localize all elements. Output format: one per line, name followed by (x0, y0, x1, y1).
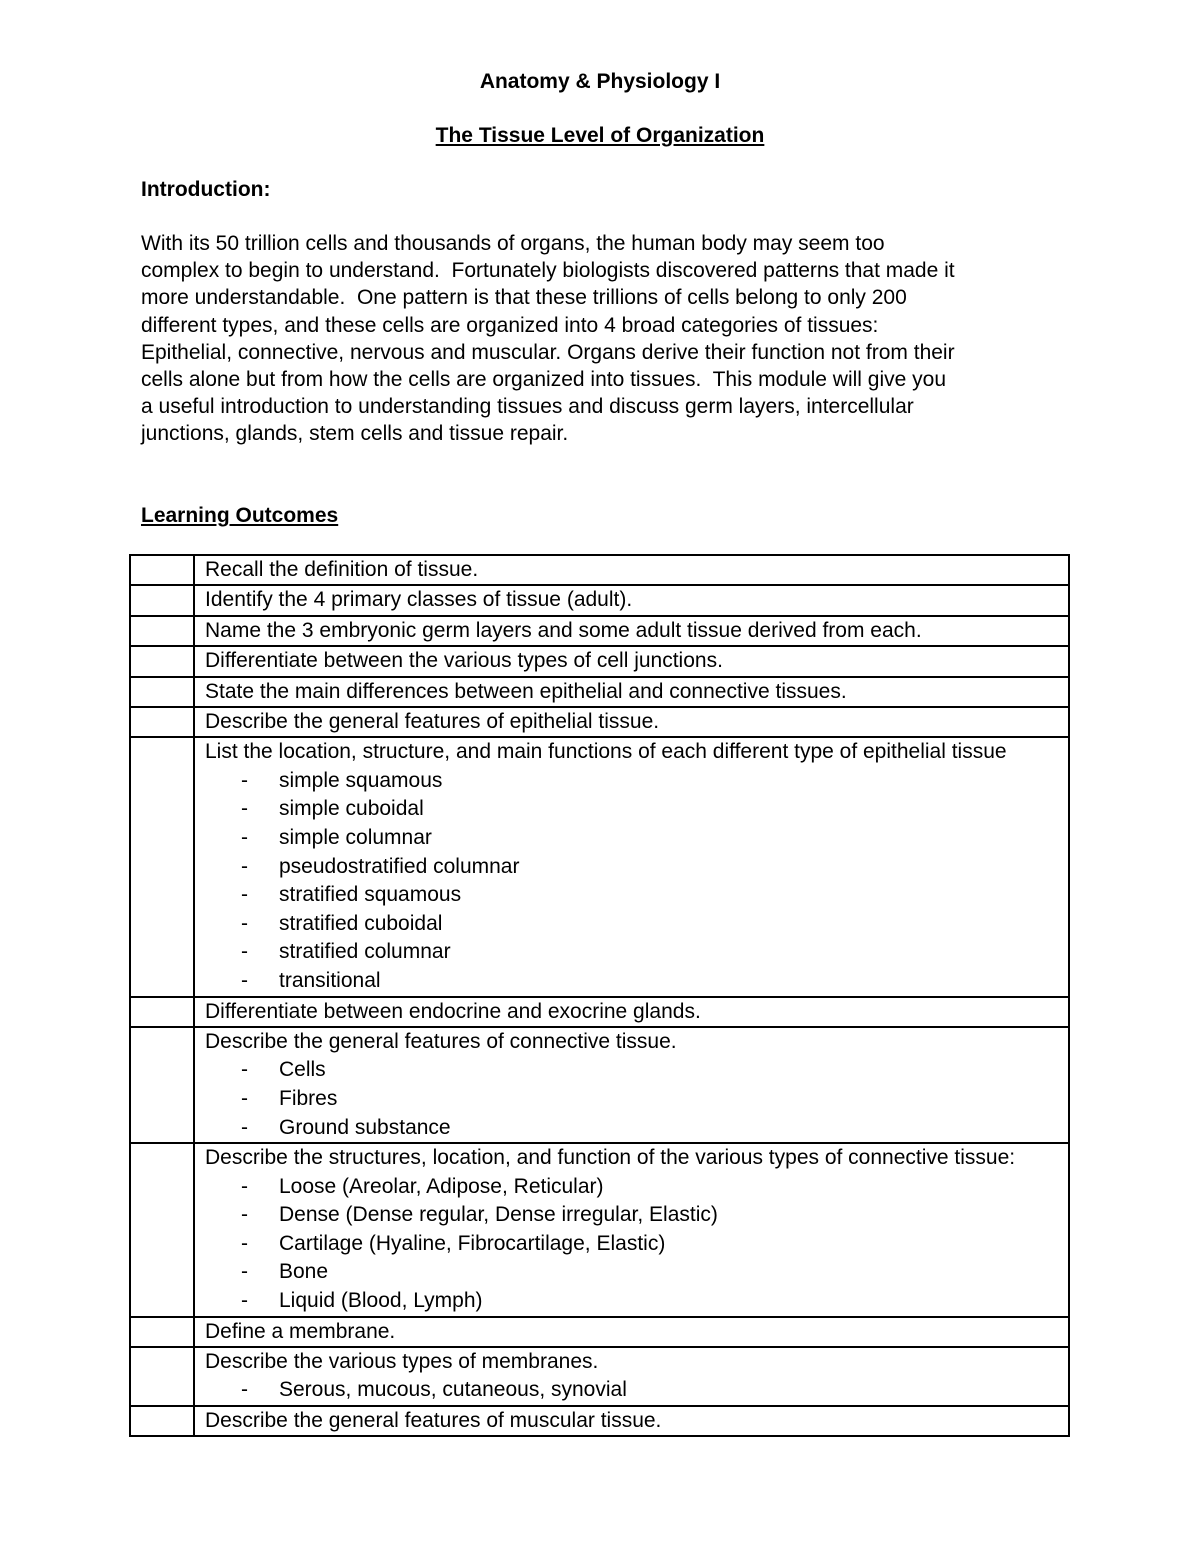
introduction-line: junctions, glands, stem cells and tissue repair. (141, 422, 569, 446)
outcome-text: Differentiate between the various types of cell junctions. (205, 649, 723, 673)
outcome-sub-item (205, 1230, 1068, 1259)
introduction-paragraph (141, 230, 1071, 448)
outcome-text-cell (194, 707, 1069, 737)
outcome-checkbox-cell[interactable] (130, 1027, 194, 1143)
outcome-text: Differentiate between endocrine and exocrine glands. (205, 999, 701, 1023)
outcome-row (130, 1027, 1069, 1143)
outcome-sub-item-text: stratified columnar (279, 940, 451, 964)
introduction-line: complex to begin to understand. Fortunately biologists discovered patterns that made it (141, 259, 955, 283)
bullet-dash: - (241, 1378, 248, 1402)
outcome-text: Describe the general features of connective tissue. (205, 1030, 677, 1053)
outcome-text-cell (194, 997, 1069, 1027)
bullet-dash: - (241, 797, 248, 821)
outcome-checkbox-cell[interactable] (130, 1347, 194, 1406)
outcome-checkbox-cell[interactable] (130, 737, 194, 996)
introduction-line: more understandable. One pattern is that these trillions of cells belong to only 200 (141, 286, 907, 310)
outcome-checkbox-cell[interactable] (130, 707, 194, 737)
outcome-text-cell (194, 737, 1069, 996)
outcome-text-cell (194, 677, 1069, 707)
outcome-text: Describe the various types of membranes. (205, 1349, 599, 1373)
outcome-checkbox-cell[interactable] (130, 616, 194, 646)
bullet-dash: - (241, 1087, 248, 1110)
bullet-dash: - (241, 1058, 248, 1082)
outcome-sub-item-text: Cartilage (Hyaline, Fibrocartilage, Elastic) (279, 1231, 666, 1255)
bullet-dash: - (241, 1115, 248, 1139)
outcome-row (130, 1317, 1069, 1347)
outcome-row (130, 1347, 1069, 1406)
outcome-text-cell (194, 1347, 1069, 1406)
outcome-text: Describe the general features of muscular tissue. (205, 1408, 662, 1432)
introduction-line: different types, and these cells are organized into 4 broad categories of tissues: (141, 313, 879, 337)
module-title: The Tissue Level of Organization (435, 124, 765, 147)
outcome-sub-item (205, 967, 1068, 996)
outcome-sub-item-text: simple cuboidal (279, 797, 424, 821)
outcome-sub-item (205, 1287, 1068, 1316)
course-title: Anatomy & Physiology I (479, 70, 721, 93)
outcome-sub-item-text: simple squamous (279, 768, 443, 792)
outcome-sub-item (205, 767, 1068, 796)
outcome-sub-item (205, 1258, 1068, 1287)
bullet-dash: - (241, 826, 248, 850)
bullet-dash: - (241, 854, 248, 878)
introduction-line: With its 50 trillion cells and thousands of organs, the human body may seem too (141, 232, 885, 255)
bullet-dash: - (241, 1203, 248, 1227)
learning-outcomes-heading: Learning Outcomes (141, 504, 339, 527)
outcome-sub-item-text: Fibres (279, 1087, 338, 1110)
outcome-text-cell (194, 616, 1069, 646)
bullet-dash: - (241, 1288, 248, 1312)
outcome-sub-item-text: Bone (279, 1260, 329, 1284)
outcome-row (130, 1143, 1069, 1316)
learning-outcomes-body (130, 555, 1069, 1436)
outcome-checkbox-cell[interactable] (130, 585, 194, 615)
outcome-row (130, 616, 1069, 646)
outcome-text-cell (194, 1317, 1069, 1347)
outcome-sub-item-text: Loose (Areolar, Adipose, Reticular) (279, 1174, 604, 1198)
outcome-sub-item (205, 795, 1068, 824)
outcome-sub-item-text: Liquid (Blood, Lymph) (279, 1288, 483, 1312)
outcome-row (130, 677, 1069, 707)
outcome-sub-item-text: Serous, mucous, cutaneous, synovial (279, 1378, 627, 1402)
bullet-dash: - (241, 1231, 248, 1255)
outcome-sub-item (205, 910, 1068, 939)
outcome-sub-item (205, 1114, 1068, 1143)
outcome-text-cell (194, 1027, 1069, 1143)
bullet-dash: - (241, 1174, 248, 1198)
outcome-sub-item (205, 824, 1068, 853)
outcome-row (130, 737, 1069, 996)
outcome-text: Recall the definition of tissue. (205, 558, 479, 581)
outcome-sub-item (205, 938, 1068, 967)
outcome-row (130, 707, 1069, 737)
outcome-sub-item-text: Ground substance (279, 1115, 451, 1139)
outcome-checkbox-cell[interactable] (130, 646, 194, 676)
bullet-dash: - (241, 768, 248, 792)
bullet-dash: - (241, 911, 248, 935)
outcome-checkbox-cell[interactable] (130, 1317, 194, 1347)
outcome-sub-item (205, 1173, 1068, 1202)
bullet-dash: - (241, 1260, 248, 1284)
outcome-row (130, 555, 1069, 585)
outcome-row (130, 646, 1069, 676)
outcome-sub-item (205, 1201, 1068, 1230)
outcome-sub-item (205, 1056, 1068, 1085)
outcome-sub-item-text: stratified cuboidal (279, 911, 443, 935)
outcome-checkbox-cell[interactable] (130, 1406, 194, 1436)
introduction-heading: Introduction: (141, 178, 271, 201)
outcome-text: Describe the structures, location, and function of the various types of connective tissue: (205, 1146, 1016, 1170)
outcome-sub-item (205, 881, 1068, 910)
outcome-text: Identify the 4 primary classes of tissue (adult). (205, 588, 633, 612)
outcome-text-cell (194, 1406, 1069, 1436)
outcome-checkbox-cell[interactable] (130, 997, 194, 1027)
outcome-checkbox-cell[interactable] (130, 677, 194, 707)
outcome-text-cell (194, 555, 1069, 585)
bullet-dash: - (241, 883, 248, 907)
outcome-sub-item (205, 1376, 1068, 1405)
introduction-line: a useful introduction to understanding tissues and discuss germ layers, intercellular (141, 395, 914, 419)
outcome-sub-item-text: Dense (Dense regular, Dense irregular, Elastic) (279, 1203, 718, 1227)
outcome-sub-item (205, 853, 1068, 882)
bullet-dash: - (241, 969, 248, 992)
outcome-text: Describe the general features of epithelial tissue. (205, 710, 660, 734)
outcome-sub-item-text: simple columnar (279, 826, 432, 850)
outcome-checkbox-cell[interactable] (130, 555, 194, 585)
introduction-line: Epithelial, connective, nervous and muscular. Organs derive their function not from their (141, 340, 955, 364)
outcome-text-cell (194, 1143, 1069, 1316)
outcome-row (130, 585, 1069, 615)
outcome-checkbox-cell[interactable] (130, 1143, 194, 1316)
outcome-row (130, 1406, 1069, 1436)
outcome-sub-item-text: stratified squamous (279, 883, 462, 907)
outcome-sub-item-text: transitional (279, 969, 381, 992)
outcome-text: List the location, structure, and main functions of each different type of epithelial tissue (205, 740, 1007, 764)
outcome-sub-item (205, 1085, 1068, 1114)
outcome-text-cell (194, 585, 1069, 615)
outcome-sub-item-text: pseudostratified columnar (279, 854, 520, 878)
outcome-text: Define a membrane. (205, 1319, 396, 1343)
bullet-dash: - (241, 940, 248, 964)
outcome-text: Name the 3 embryonic germ layers and some adult tissue derived from each. (205, 618, 922, 642)
outcome-sub-item-text: Cells (279, 1058, 326, 1082)
outcome-text-cell (194, 646, 1069, 676)
introduction-line: cells alone but from how the cells are organized into tissues. This module will give you (141, 368, 947, 392)
learning-outcomes-table (129, 554, 1070, 1437)
outcome-text: State the main differences between epithelial and connective tissues. (205, 679, 847, 703)
outcome-row (130, 997, 1069, 1027)
